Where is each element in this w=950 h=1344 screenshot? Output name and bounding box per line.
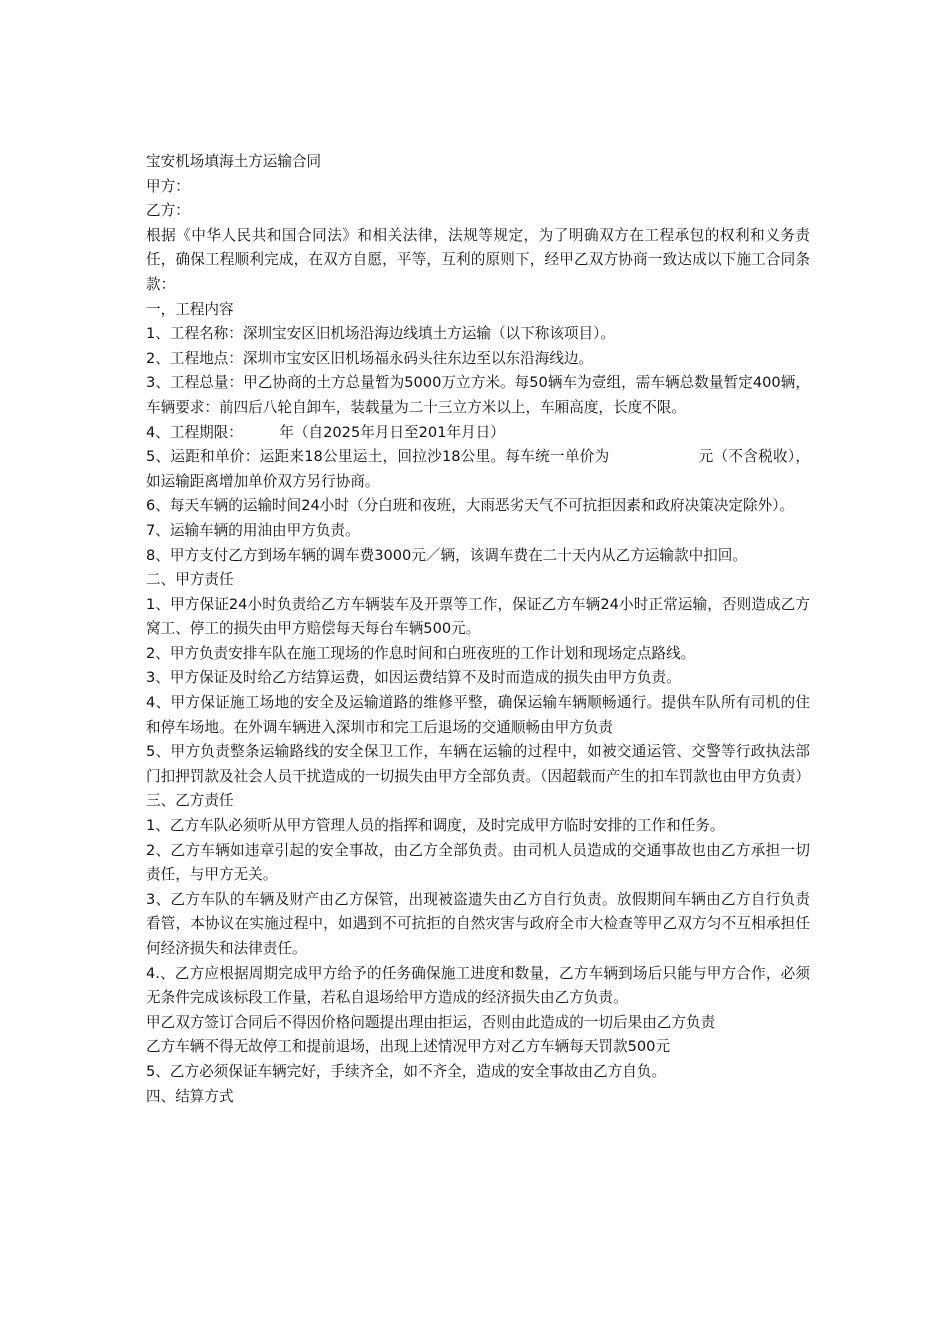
clause: 乙方车辆不得无故停工和提前退场，出现上述情况甲方对乙方车辆每天罚款500元 <box>146 1038 671 1056</box>
clause: 3、甲方保证及时给乙方结算运费，如因运费结算不及时而造成的损失由甲方负责。 <box>146 669 681 687</box>
clause: 甲乙双方签订合同后不得因价格问题提出理由拒运，否则由此造成的一切后果由乙方负责 <box>146 1013 716 1031</box>
clause: 5、甲方负责整条运输路线的安全保卫工作，车辆在运输的过程中，如被交通运管、交警等行政执法部门扣押罚款及社会人员干扰造成的一切损失由甲方全部负责。（因超载而产生的扣车罚款也由甲方负责） <box>146 743 811 785</box>
section-heading: 二、甲方责任 <box>146 571 234 589</box>
clause: 4、工程期限： 年（自2025年月日至201年月日） <box>146 423 505 441</box>
clause: 6、每天车辆的运输时间24小时（分白班和夜班，大雨恶劣天气不可抗拒因素和政府决策决定除外）。 <box>146 497 795 515</box>
clause: 2、乙方车辆如违章引起的安全事故，由乙方全部负责。由司机人员造成的交通事故也由乙方承担一切责任，与甲方无关。 <box>146 841 810 884</box>
contract-document <box>146 150 810 1109</box>
clause: 2、甲方负责安排车队在施工现场的作息时间和白班夜班的工作计划和现场定点路线。 <box>146 644 696 662</box>
clause: 2、工程地点：深圳市宝安区旧机场福永码头往东边至以东沿海线边。 <box>146 349 594 367</box>
clause: 4、甲方保证施工场地的安全及运输道路的维修平整，确保运输车辆顺畅通行。提供车队所有司机的住和停车场地。在外调车辆进入深圳市和完工后退场的交通顺畅由甲方负责 <box>146 694 810 736</box>
party-b-label: 乙方： <box>146 202 190 220</box>
document-title: 宝安机场填海土方运输合同 <box>146 153 322 170</box>
party-a-label: 甲方： <box>146 177 190 195</box>
clause: 5、乙方必须保证车辆完好，手续齐全，如不齐全，造成的安全事故由乙方自负。 <box>146 1062 667 1080</box>
clause: 7、运输车辆的用油由甲方负责。 <box>146 521 360 539</box>
section-heading: 三、乙方责任 <box>146 792 234 810</box>
section-heading: 四、结算方式 <box>146 1087 234 1105</box>
clause: 1、甲方保证24小时负责给乙方车辆装车及开票等工作，保证乙方车辆24小时正常运输，否则造成乙方窝工、停工的损失由甲方赔偿每天每台车辆500元。 <box>146 595 810 638</box>
section-heading: 一，工程内容 <box>146 300 234 318</box>
intro-paragraph: 根据《中华人民共和国合同法》和相关法律，法规等规定，为了明确双方在工程承包的权利和义务责任，确保工程顺利完成，在双方自愿，平等，互利的原则下，经甲乙双方协商一致达成以下施工合同条款： <box>146 226 810 293</box>
clause: 5、运距和单价：运距来18公里运土，回拉沙18公里。每车统一单价为 元（不含税收），如运输距离增加单价双方另行协商。 <box>146 448 810 490</box>
clause: 1、工程名称：深圳宝安区旧机场沿海边线填土方运输（以下称该项目）。 <box>146 325 615 343</box>
clause: 8、甲方支付乙方到场车辆的调车费3000元／辆，该调车费在二十天内从乙方运输款中扣回。 <box>146 546 747 564</box>
clause: 3、乙方车队的车辆及财产由乙方保管，出现被盗遗失由乙方自行负责。放假期间车辆由乙方自行负责看管，本协议在实施过程中，如遇到不可抗拒的自然灾害与政府全市大检查等甲乙双方匀不互相承担任何经济损失和法律责任。 <box>146 890 810 957</box>
clause: 1、乙方车队必须听从甲方管理人员的指挥和调度，及时完成甲方临时安排的工作和任务。 <box>146 817 725 835</box>
clause: 4.、乙方应根据周期完成甲方给予的任务确保施工进度和数量，乙方车辆到场后只能与甲方合作，必须无条件完成该标段工作量，若私自退场给甲方造成的经济损失由乙方负责。 <box>146 964 810 1007</box>
clause: 3、工程总量：甲乙协商的土方总量暂为5000万立方米。每50辆车为壹组，需车辆总数量暂定400辆，车辆要求：前四后八轮自卸车，装载量为二十三立方米以上，车厢高度，长度不限。 <box>146 374 810 416</box>
